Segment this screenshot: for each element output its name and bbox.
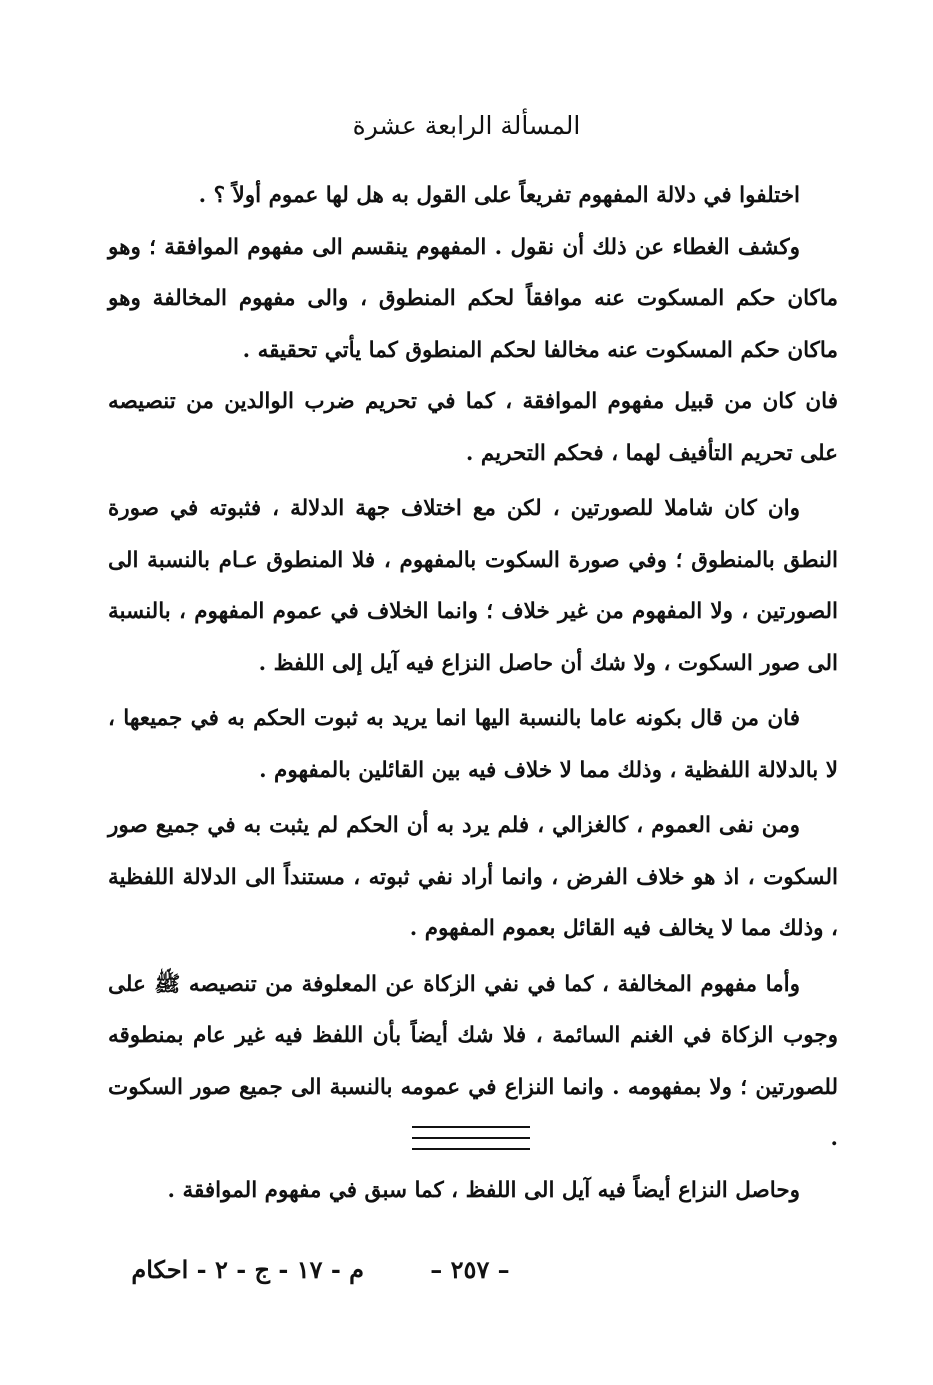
printer-signature: م - ١٧ - ج - ٢ - احكام [131, 1255, 364, 1284]
page-number: – ٢٥٧ – [430, 1255, 510, 1284]
paragraph-4: وان كان شاملا للصورتين ، لكن مع اختلاف جهة الدلالة ، فثبوته في صورة النطق بالمنطوق ؛ وفي صورة السكوت بالمفهوم ، فلا المنطوق عـام بالنسبة الى الصورتين ، ولا المفهوم من غير خلاف ؛ وانما الخلاف في عموم المفهوم ، بالنسبة الى صور السكوت ، ولا شك أن حاصل النزاع فيه آيل إلى اللفظ . [108, 496, 838, 676]
paragraph-6: ومن نفى العموم ، كالغزالي ، فلم يرد به أن الحكم لم يثبت به في جميع صور السكوت ، اذ هو خلاف الفرض ، وانما أراد نفي ثبوته ، مستنداً الى الدلالة اللفظية ، وذلك مما لا يخالف فيه القائل بعموم المفهوم . [108, 813, 838, 941]
divider-line-2 [412, 1137, 530, 1139]
divider-line-3 [412, 1148, 530, 1150]
paragraph-1: اختلفوا في دلالة المفهوم تفريعاً على القول به هل لها عموم أولاً ؟ . [198, 183, 800, 208]
paragraph-5: فان من قال بكونه عاما بالنسبة اليها انما يريد به ثبوت الحكم به في جميعها ، لا بالدلالة اللفظية ، وذلك مما لا خلاف فيه بين القائلين بالمفهوم . [108, 706, 838, 783]
paragraph-7: وأما مفهوم المخالفة ، كما في نفي الزكاة عن المعلوفة من تنصيصه ﷺ على وجوب الزكاة في الغنم السائمة ، فلا شك أيضاً بأن اللفظ فيه غير عام بمنطوقه للصورتين ؛ ولا بمفهومه . وانما النزاع في عمومه بالنسبة الى جميع صور السكوت . [108, 971, 838, 1151]
paragraph-8: وحاصل النزاع أيضاً فيه آيل الى اللفظ ، كما سبق في مفهوم الموافقة . [167, 1177, 800, 1203]
paragraph-3: فان كان من قبيل مفهوم الموافقة ، كما في تحريم ضرب الوالدين من تنصيصه على تحريم التأفيف لهما ، فحكم التحريم . [108, 389, 838, 466]
paragraph-2: وكشف الغطاء عن ذلك أن نقول . المفهوم ينقسم الى مفهوم الموافقة ؛ وهو ماكان حكم المسكوت عنه موافقاً لحكم المنطوق ، والى مفهوم المخالفة وهو ماكان حكم المسكوت عنه مخالفا لحكم المنطوق كما يأتي تحقيقه . [108, 234, 838, 363]
section-heading: المسألة الرابعة عشرة [352, 111, 581, 140]
body-text [108, 170, 838, 1216]
section-end-divider [412, 1126, 530, 1159]
divider-line-1 [412, 1126, 530, 1128]
